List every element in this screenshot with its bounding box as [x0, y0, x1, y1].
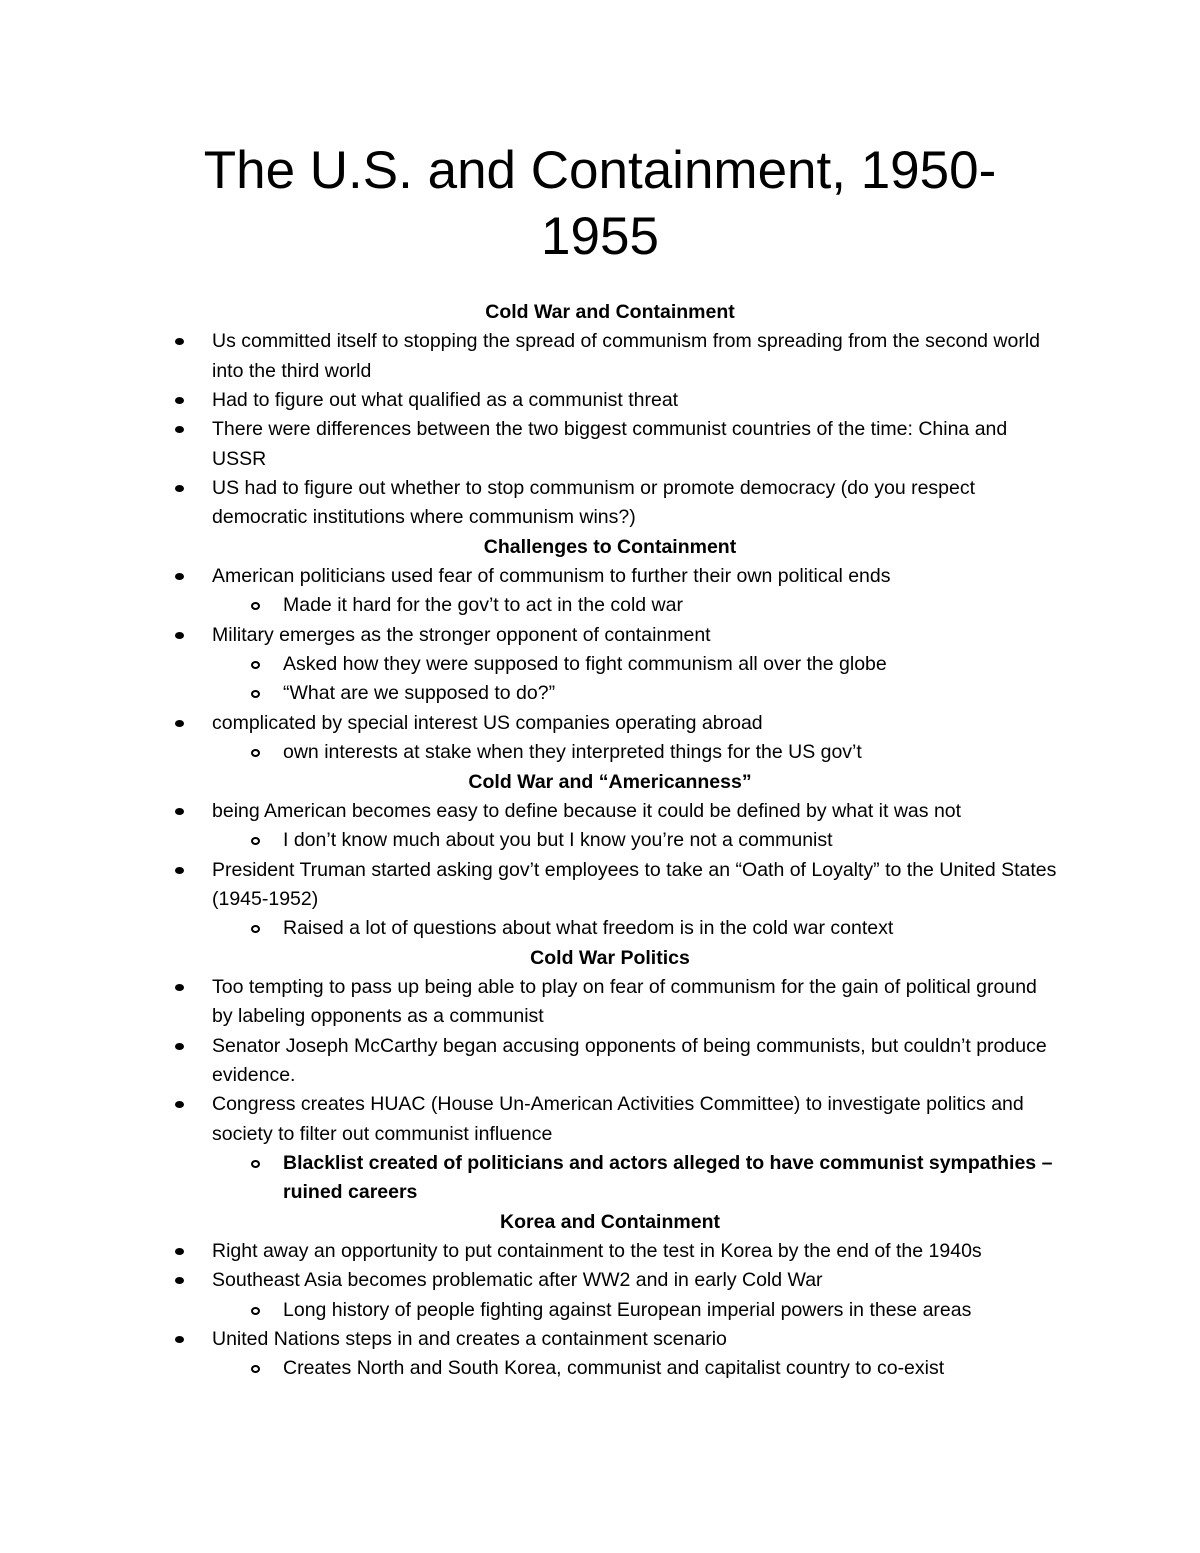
- bullet-item: [160, 562, 1060, 621]
- sub-bullet-text: I don’t know much about you but I know you’re not a communist: [283, 829, 833, 852]
- bullet-text: Us committed itself to stopping the spread of communism from spreading from the second world into the third world: [212, 330, 1041, 382]
- sub-bullet-item: [160, 738, 1060, 767]
- bullet-icon: [175, 573, 184, 580]
- sub-bullet-text: Blacklist created of politicians and actors alleged to have communist sympathies – ruined careers: [283, 1151, 1053, 1204]
- bullet-item: [160, 856, 1060, 944]
- sub-bullet-list: [212, 1354, 1060, 1383]
- bullet-icon: [175, 1336, 184, 1343]
- bullet-text: President Truman started asking gov’t employees to take an “Oath of Loyalty” to the United States (1945-1952): [212, 858, 1057, 910]
- bullet-icon: [175, 1043, 184, 1050]
- sub-bullet-item: [160, 914, 1060, 943]
- sub-bullet-text: Asked how they were supposed to fight communism all over the globe: [283, 653, 887, 676]
- bullet-item: [160, 1090, 1060, 1207]
- bullet-icon: [175, 1248, 184, 1255]
- bullet-item: [160, 1266, 1060, 1325]
- sub-bullet-text: Made it hard for the gov’t to act in the cold war: [283, 594, 683, 617]
- bullet-list: [160, 797, 1060, 944]
- bullet-icon: [175, 426, 184, 433]
- bullet-icon: [175, 984, 184, 991]
- hollow-bullet-icon: [251, 661, 260, 669]
- sub-bullet-item: [160, 679, 1060, 708]
- sub-bullet-item: [160, 591, 1060, 620]
- sub-bullet-list: [212, 914, 1060, 943]
- bullet-icon: [175, 867, 184, 874]
- bullet-text: Senator Joseph McCarthy began accusing opponents of being communists, but couldn’t produce evidence.: [212, 1034, 1047, 1086]
- bullet-item: [160, 415, 1060, 474]
- bullet-icon: [175, 485, 184, 492]
- document-title: [0, 138, 1200, 270]
- bullet-text: US had to figure out whether to stop communism or promote democracy (do you respect democratic institutions where communism wins?): [212, 477, 976, 529]
- sub-bullet-text: Raised a lot of questions about what freedom is in the cold war context: [283, 917, 894, 940]
- bullet-text: Had to figure out what qualified as a communist threat: [212, 389, 679, 412]
- bullet-text: Southeast Asia becomes problematic after WW2 and in early Cold War: [212, 1269, 823, 1292]
- bullet-text: There were differences between the two biggest communist countries of the time: China and USSR: [212, 418, 1008, 470]
- bullet-text: Congress creates HUAC (House Un-American Activities Committee) to investigate politics and society to filter out communist influence: [212, 1093, 1024, 1145]
- sub-bullet-item: [160, 1149, 1060, 1208]
- section-heading: Cold War and Containment: [485, 301, 735, 323]
- hollow-bullet-icon: [251, 690, 260, 698]
- bullet-text: being American becomes easy to define because it could be defined by what it was not: [212, 799, 962, 822]
- section-heading: Cold War Politics: [530, 946, 690, 969]
- bullet-item: [160, 1325, 1060, 1384]
- hollow-bullet-icon: [251, 1160, 260, 1168]
- hollow-bullet-icon: [251, 1365, 260, 1373]
- bullet-icon: [175, 720, 184, 727]
- bullet-item: [160, 386, 1060, 415]
- section-heading: Challenges to Containment: [483, 535, 737, 558]
- title-line-1: The U.S. and Containment, 1950-: [203, 141, 997, 200]
- bullet-item: [160, 621, 1060, 709]
- bullet-text: complicated by special interest US companies operating abroad: [212, 711, 763, 734]
- bullet-list: [160, 562, 1060, 767]
- sub-bullet-item: [160, 826, 1060, 855]
- bullet-item: [160, 797, 1060, 856]
- bullet-icon: [175, 1277, 184, 1284]
- hollow-bullet-icon: [251, 749, 260, 757]
- sub-bullet-text: Creates North and South Korea, communist and capitalist country to co-exist: [283, 1357, 945, 1380]
- bullet-list: [160, 973, 1060, 1208]
- bullet-list: [160, 327, 1060, 532]
- bullet-text: Too tempting to pass up being able to play on fear of communism for the gain of political ground by labeling opponents as a communist: [212, 975, 1037, 1028]
- bullet-text: Military emerges as the stronger opponent of containment: [212, 623, 711, 646]
- bullet-text: United Nations steps in and creates a containment scenario: [212, 1328, 727, 1351]
- sub-bullet-text: Long history of people fighting against European imperial powers in these areas: [283, 1298, 972, 1321]
- bullet-item: [160, 973, 1060, 1032]
- bullet-list: [160, 1237, 1060, 1384]
- sub-bullet-list: [212, 650, 1060, 709]
- hollow-bullet-icon: [251, 602, 260, 610]
- bullet-item: [160, 1237, 1060, 1266]
- section-heading: Cold War and “Americanness”: [468, 770, 752, 793]
- title-line-2: 1955: [541, 207, 659, 266]
- hollow-bullet-icon: [251, 837, 260, 845]
- bullet-icon: [175, 632, 184, 639]
- section-heading: Korea and Containment: [500, 1210, 720, 1233]
- bullet-item: [160, 327, 1060, 386]
- bullet-item: [160, 709, 1060, 768]
- bullet-text: American politicians used fear of communism to further their own political ends: [212, 565, 891, 588]
- sub-bullet-list: [212, 826, 1060, 855]
- hollow-bullet-icon: [251, 925, 260, 933]
- bullet-icon: [175, 1101, 184, 1108]
- sub-bullet-text: own interests at stake when they interpreted things for the US gov’t: [283, 741, 862, 764]
- sub-bullet-text: “What are we supposed to do?”: [283, 682, 556, 705]
- sub-bullet-list: [212, 1149, 1060, 1208]
- sub-bullet-item: [160, 650, 1060, 679]
- bullet-icon: [175, 338, 184, 345]
- bullet-item: [160, 1032, 1060, 1091]
- bullet-item: [160, 474, 1060, 533]
- sub-bullet-list: [212, 1296, 1060, 1325]
- bullet-text: Right away an opportunity to put containment to the test in Korea by the end of the 1940s: [212, 1240, 982, 1262]
- hollow-bullet-icon: [251, 1307, 260, 1315]
- sub-bullet-item: [160, 1296, 1060, 1325]
- bullet-icon: [175, 397, 184, 404]
- sub-bullet-item: [160, 1354, 1060, 1383]
- sub-bullet-list: [212, 738, 1060, 767]
- bullet-icon: [175, 808, 184, 815]
- sub-bullet-list: [212, 591, 1060, 620]
- document-body: [160, 298, 1060, 1384]
